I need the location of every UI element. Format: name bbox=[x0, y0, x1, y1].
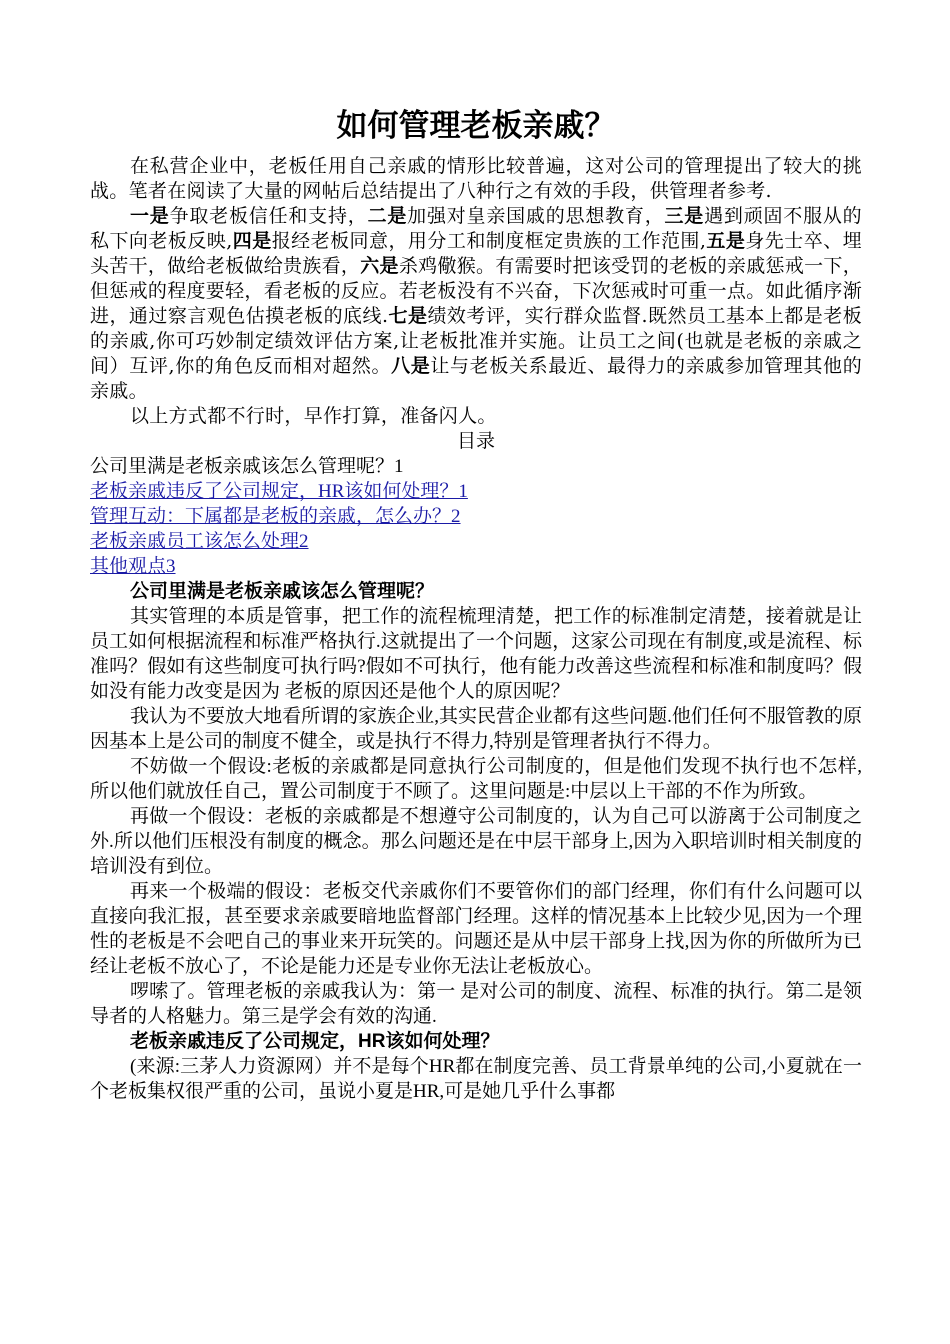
body-paragraph: 不妨做一个假设:老板的亲戚都是同意执行公司制度的，但是他们发现不执行也不怎样,所以他们就放任自己，置公司制度于不顾了。这里问题是:中层以上干部的不作为所致。 bbox=[90, 756, 862, 802]
method-marker: 一是 bbox=[130, 206, 170, 227]
method-marker: 五是 bbox=[706, 231, 746, 252]
section-heading: 公司里满是老板亲戚该怎么管理呢？ bbox=[130, 581, 435, 602]
method-text: 报经老板同意，用分工和制度框定贵族的工作范围, bbox=[271, 230, 707, 252]
method-marker: 二是 bbox=[367, 206, 408, 227]
method-marker: 六是 bbox=[360, 256, 399, 277]
toc-link[interactable]: 管理互动：下属都是老板的亲戚，怎么办？2 bbox=[90, 506, 461, 527]
closing-paragraph: 以上方式都不行时，早作打算，准备闪人。 bbox=[130, 405, 497, 427]
methods-paragraph bbox=[90, 204, 862, 404]
method-marker: 四是 bbox=[232, 231, 272, 252]
method-text: 遇到顽固不服从的私下向老板反映, bbox=[90, 205, 862, 252]
body-paragraph: 我认为不要放大地看所谓的家族企业,其实民营企业都有这些问题.他们任何不服管教的原因基本上是公司的制度不健全，或是执行不得力,特别是管理者执行不得力。 bbox=[90, 706, 862, 752]
section-heading: 老板亲戚违反了公司规定，HR该如何处理？ bbox=[130, 1031, 500, 1052]
method-marker: 三是 bbox=[664, 206, 705, 227]
body-paragraph: (来源:三茅人力资源网）并不是每个HR都在制度完善、员工背景单纯的公司,小夏就在一个老板集权很严重的公司，虽说小夏是HR,可是她几乎什么事都 bbox=[90, 1056, 862, 1102]
toc-link[interactable]: 老板亲戚违反了公司规定，HR该如何处理？1 bbox=[90, 481, 468, 502]
intro-paragraph: 在私营企业中，老板任用自己亲戚的情形比较普遍，这对公司的管理提出了较大的挑战。笔者在阅读了大量的网帖后总结提出了八种行之有效的手段，供管理者参考. bbox=[90, 155, 862, 202]
toc-link[interactable]: 其他观点3 bbox=[90, 556, 176, 577]
document-page bbox=[90, 100, 862, 1104]
body-paragraph: 其实管理的本质是管事，把工作的流程梳理清楚，把工作的标准制定清楚，接着就是让员工如何根据流程和标准严格执行.这就提出了一个问题，这家公司现在有制度,或是流程、标准吗？假如有这些制度可执行吗?假如不可执行，他有能力改善这些流程和标准和制度吗？假如没有能力改变是因为 老板的原因还是他个人的原因呢？ bbox=[90, 606, 862, 702]
method-text: 争取老板信任和支持， bbox=[169, 205, 368, 227]
method-marker: 七是 bbox=[388, 306, 428, 327]
method-marker: 八是 bbox=[391, 356, 431, 377]
method-text: 身先士卒、埋头苦干，做给老板做给贵族看， bbox=[90, 230, 862, 277]
method-text: 加强对皇亲国戚的思想教育， bbox=[407, 205, 665, 227]
body-paragraph: 再来一个极端的假设：老板交代亲戚你们不要管你们的部门经理，你们有什么问题可以直接向我汇报，甚至要求亲戚要暗地监督部门经理。这样的情况基本上比较少见,因为一个理性的老板是不会吧自己的事业来开玩笑的。问题还是从中层干部身上找,因为你的所做所为已经让老板不放心了，不论是能力还是专业你无法让老板放心。 bbox=[90, 881, 862, 977]
method-text: 绩效考评，实行群众监督.既然员工基本上都是老板的亲戚,你可巧妙制定绩效评估方案,让老板批准并实施。让员工之间(也就是老板的亲戚之间）互评,你的角色反而相对超然。 bbox=[90, 305, 863, 377]
page-title: 如何管理老板亲戚？ bbox=[336, 108, 616, 143]
method-text: 让与老板关系最近、最得力的亲戚参加管理其他的亲戚。 bbox=[90, 355, 862, 402]
body-paragraph: 再做一个假设：老板的亲戚都是不想遵守公司制度的，认为自己可以游离于公司制度之外.所以他们压根没有制度的概念。那么问题还是在中层干部身上,因为入职培训时相关制度的培训没有到位。 bbox=[90, 806, 862, 877]
body-paragraph: 啰嗦了。管理老板的亲戚我认为：第一 是对公司的制度、流程、标准的执行。第二是领导者的人格魅力。第三是学会有效的沟通. bbox=[90, 981, 862, 1027]
toc-entry: 公司里满是老板亲戚该怎么管理呢？1 bbox=[90, 456, 404, 477]
method-text: 杀鸡儆猴。有需要时把该受罚的老板的亲戚惩戒一下，但惩戒的程度要轻，看老板的反应。若老板没有不兴奋，下次惩戒时可重一点。如此循序渐进，通过察言观色估摸老板的底线. bbox=[90, 255, 863, 327]
toc-link[interactable]: 老板亲戚员工该怎么处理2 bbox=[90, 531, 309, 552]
toc-title: 目录 bbox=[456, 431, 495, 452]
